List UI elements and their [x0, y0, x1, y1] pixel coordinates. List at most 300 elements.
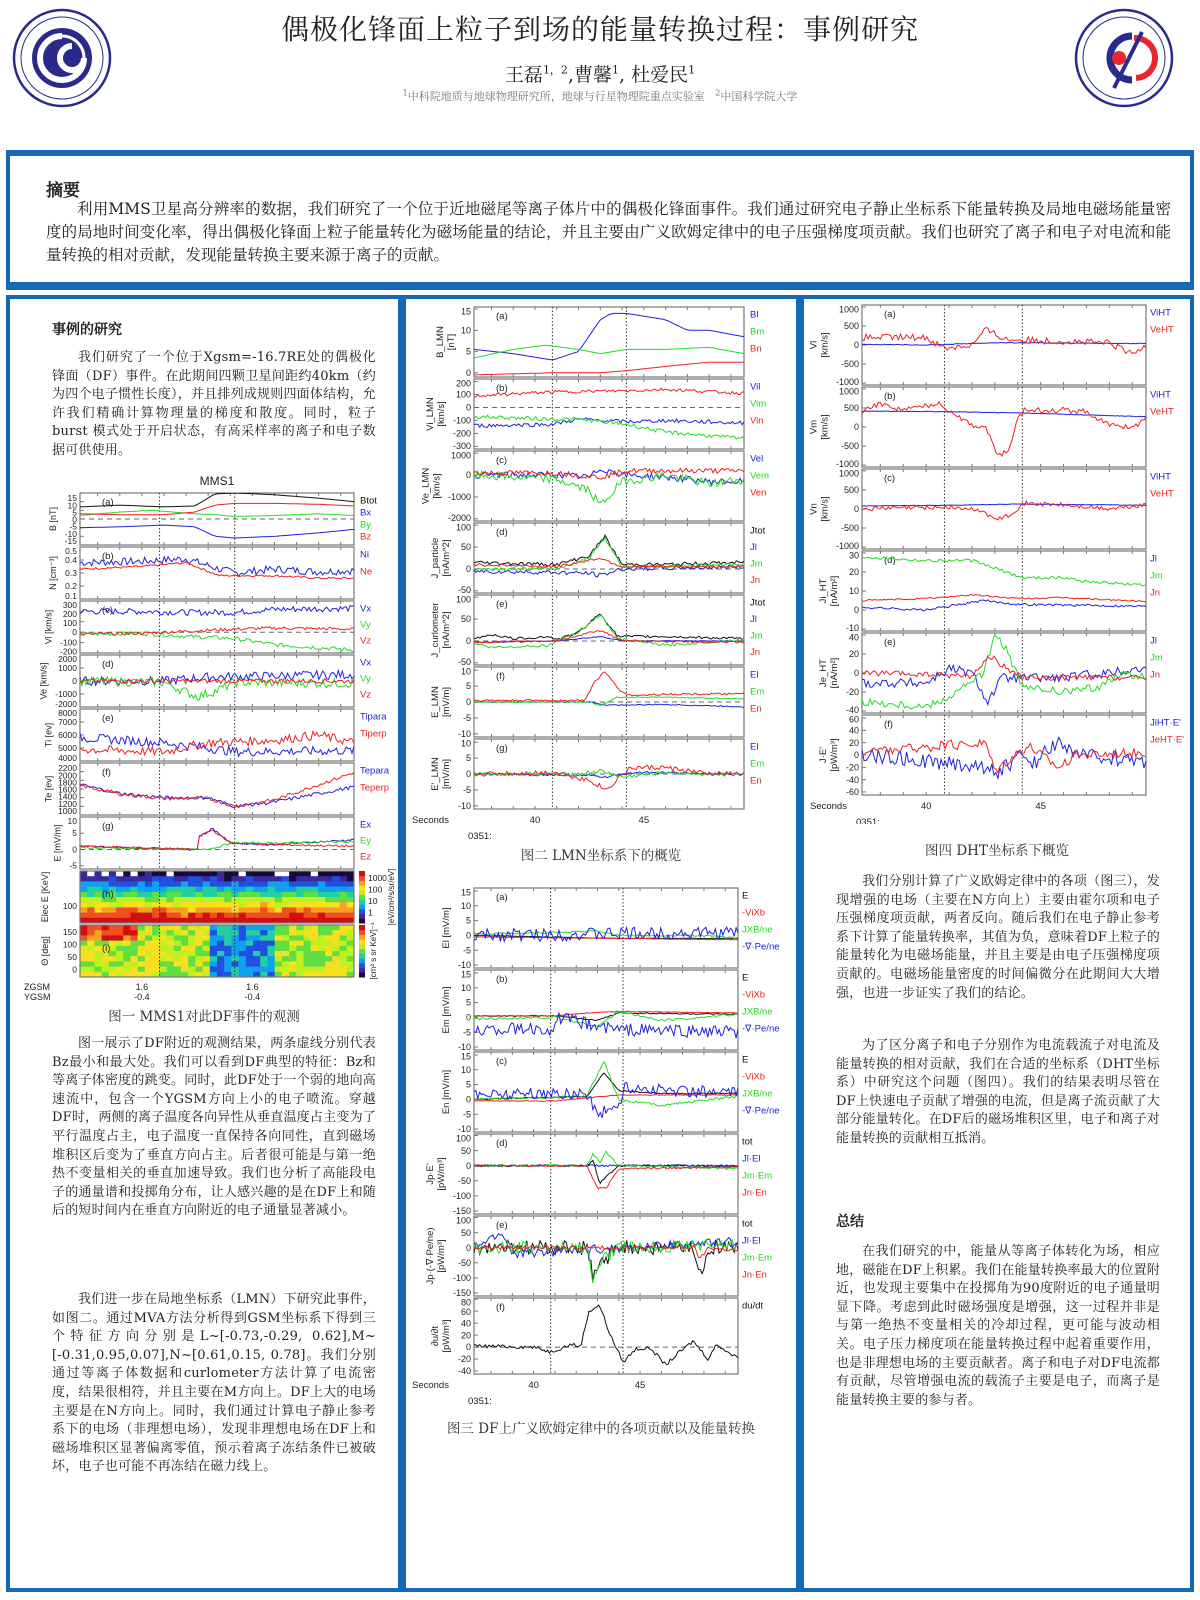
y-tick-label: 5 [72, 507, 77, 518]
spectrogram-cell [340, 897, 348, 903]
y-tick-label: 500 [843, 485, 859, 496]
panel-tag: (a) [496, 311, 508, 322]
spectrogram-cell [289, 897, 297, 903]
y-tick-label: 7000 [58, 717, 77, 728]
y-tick-label: 0 [465, 367, 471, 378]
y-axis-label: Te [ev] [43, 775, 54, 803]
spectrogram-cell [80, 961, 88, 967]
panel-tag: (c) [496, 455, 508, 466]
chart-panel [430, 595, 766, 667]
spectrogram-cell [217, 925, 225, 931]
spectrogram-cell [210, 961, 218, 967]
y-tick-label: 20 [848, 649, 859, 660]
y-axis-label: B [nT] [47, 506, 58, 532]
spectrogram-cell [116, 881, 124, 887]
spectrogram-cell [318, 956, 326, 962]
spectrogram-cell [188, 876, 196, 882]
spectrogram-cell [181, 951, 189, 957]
panel-tag: (b) [884, 391, 896, 402]
y-tick-label: 40 [460, 1318, 471, 1329]
legend-entry: Ey [360, 835, 372, 847]
legend-entry: Bn [750, 343, 762, 355]
legend-entry: JeHT·E' [1150, 734, 1185, 746]
legend-entry: By [360, 519, 372, 531]
spectrogram-cell [80, 951, 88, 957]
spectrogram-cell [80, 946, 88, 952]
spectrogram-cell [210, 897, 218, 903]
spectrogram-cell [224, 876, 232, 882]
panel-frame [862, 551, 1146, 631]
spectrogram-cell [130, 871, 138, 877]
spectrogram-cell [217, 961, 225, 967]
spectrogram-cell [80, 956, 88, 962]
y-tick-label: 0 [465, 930, 471, 941]
y-tick-label: -50 [457, 1257, 471, 1268]
spectrogram-cell [275, 887, 283, 893]
section-title: 事例的研究 [52, 322, 122, 338]
spectrogram-cell [275, 897, 283, 903]
legend-entry: Jl [750, 614, 757, 625]
ephemeris-value: 1.6 [135, 982, 149, 992]
spectrogram-cell [152, 907, 160, 913]
y-tick-label: 1000 [58, 663, 77, 674]
legend-entry: Jn [750, 647, 761, 658]
spectrogram-cell [246, 892, 254, 898]
spectrogram-cell [246, 930, 254, 936]
paragraph: 图一展示了DF附近的观测结果，两条虚线分别代表Bz最小和最大处。我们可以看到DF典型的特征：Bz和等离子体密度的跳变。同时，此DF处于一个弱的地向高速流中，包含一个YGSM方向上小的电子喷流。穿越DF时，两侧的离子温度各向异性从垂直温度占主变为了平行温度占主，电子温度一直保持各向同性，直到磁场堆积区后变为了垂直方向占主。后者很可能是与第一绝热不变量相关的垂直加速导致。我们也分析了高能段电子的通量谱和投掷角分布，让人感兴趣的是在DF上和随后的短时间内在垂直方向附近的电子通量显著减小。 [52, 1036, 376, 1219]
panel-tag: (f) [496, 1302, 505, 1313]
y-tick-label: 2000 [58, 654, 77, 665]
spectrogram-cell [289, 930, 297, 936]
spectrogram-cell [325, 902, 333, 908]
spectrogram-cell [174, 961, 182, 967]
spectrogram-cell [203, 951, 211, 957]
y-tick-label: 5 [465, 753, 471, 764]
spectrogram-cell [174, 907, 182, 913]
spectrogram-cell [94, 871, 102, 877]
panel-tag: (b) [102, 551, 114, 562]
author-name: 王磊 [504, 64, 543, 86]
spectrogram-cell [282, 925, 290, 931]
spectrogram-cell [239, 925, 247, 931]
y-tick-label: -1000 [835, 541, 859, 551]
spectrogram-cell [304, 961, 312, 967]
y-tick-label: 100 [62, 939, 77, 950]
spectrogram-cell [138, 876, 146, 882]
figure-4-dht-overview [804, 299, 1190, 824]
y-tick-label: -500 [840, 441, 859, 452]
spectrogram-cell [130, 907, 138, 913]
x-tick-label: 40 [529, 815, 541, 826]
spectrogram-cell [116, 892, 124, 898]
spectrogram-cell [195, 925, 203, 931]
spectrogram-cell [246, 897, 254, 903]
y-axis-label: Ve_LMN [420, 467, 432, 505]
spectrogram-cell [167, 935, 175, 941]
y-tick-label: 6000 [58, 729, 77, 740]
y-tick-label: 0 [465, 1012, 471, 1023]
spectrogram-cell [159, 907, 167, 913]
spectrogram-cell [94, 902, 102, 908]
panel-tag: (g) [102, 821, 114, 832]
spectrogram-cell [275, 902, 283, 908]
legend-entry: Ex [360, 819, 372, 831]
spectrogram-cell [332, 961, 340, 967]
spectrogram-cell [217, 907, 225, 913]
spectrogram-cell [231, 871, 239, 877]
spectrogram-cell [188, 925, 196, 931]
spectrogram-cell [282, 946, 290, 952]
panel-tag: (e) [496, 599, 508, 610]
panel-tag: (c) [496, 1056, 508, 1067]
spectrogram-cell [87, 951, 95, 957]
panel-tag: (f) [102, 767, 111, 778]
spectrogram-cell [325, 871, 333, 877]
spectrogram-cell [203, 892, 211, 898]
affil-text: 中国科学院大学 [720, 90, 798, 103]
spectrogram-cell [340, 935, 348, 941]
spectrogram-cell [239, 935, 247, 941]
spectrogram-cell [167, 946, 175, 952]
colorbar-cell [359, 944, 365, 949]
spectrogram-cell [203, 902, 211, 908]
spectrogram-cell [174, 941, 182, 947]
spectrogram-cell [267, 951, 275, 957]
spectrogram-cell [188, 941, 196, 947]
y-tick-label: 4000 [58, 753, 77, 763]
spectrogram-cell [253, 956, 261, 962]
colorbar-cell [359, 968, 365, 973]
spectrogram-cell [188, 967, 196, 973]
spectrogram-cell [138, 967, 146, 973]
spectrogram-cell [181, 887, 189, 893]
spectrogram-cell [267, 930, 275, 936]
y-tick-label: 0 [853, 504, 859, 515]
chart-panel [808, 305, 1174, 387]
spectrogram-cell [267, 935, 275, 941]
spectrogram-cell [152, 930, 160, 936]
spectrogram-cell [87, 902, 95, 908]
panel-tag: (c) [102, 605, 114, 616]
y-tick-label: -10 [64, 528, 77, 539]
spectrogram-cell [347, 930, 355, 936]
spectrogram-cell [159, 897, 167, 903]
spectrogram-cell [116, 956, 124, 962]
y-tick-label: 0 [465, 769, 471, 780]
spectrogram-cell [203, 956, 211, 962]
spectrogram-cell [188, 946, 196, 952]
spectrogram-cell [318, 967, 326, 973]
spectrogram-cell [311, 930, 319, 936]
colorbar-cell [359, 914, 365, 919]
spectrogram-cell [87, 925, 95, 931]
spectrogram-cell [210, 907, 218, 913]
spectrogram-cell [87, 907, 95, 913]
spectrogram-cell [145, 871, 153, 877]
spectrogram-cell [102, 871, 110, 877]
spectrogram-cell [347, 902, 355, 908]
spectrogram-cell [181, 956, 189, 962]
chart-panel [430, 1298, 763, 1376]
spectrogram-cell [304, 946, 312, 952]
spectrogram-cell [138, 892, 146, 898]
spectrogram-cell [80, 925, 88, 931]
spectrogram-cell [224, 935, 232, 941]
y-tick-label: -10 [457, 1042, 471, 1052]
spectrogram-cell [145, 961, 153, 967]
spectrogram-cell [260, 902, 268, 908]
y-tick-label: -1000 [447, 492, 471, 503]
panel-frame [474, 1134, 738, 1214]
spectrogram-cell [109, 913, 117, 919]
spectrogram-cell [318, 871, 326, 877]
legend-entry: Jn·En [742, 1269, 767, 1281]
spectrogram-cell [116, 925, 124, 931]
spectrogram-cell [282, 902, 290, 908]
spectrogram-cell [296, 961, 304, 967]
spectrogram-cell [181, 925, 189, 931]
panel-tag: (b) [496, 383, 508, 394]
y-axis-label: E_LMN [430, 686, 442, 718]
spectrogram-cell [231, 956, 239, 962]
colorbar-cell [359, 953, 365, 958]
spectrogram-cell [224, 967, 232, 973]
spectrogram-cell [123, 951, 131, 957]
spectrogram-cell [239, 881, 247, 887]
spectrogram-cell [102, 935, 110, 941]
legend-entry: Tepara [360, 765, 390, 777]
legend-entry: JXB/ne [742, 924, 773, 936]
chart-panel [435, 307, 764, 378]
figure-2-caption: 图二 LMN坐标系下的概览 [520, 848, 682, 864]
spectrogram-cell [109, 925, 117, 931]
y-axis-label: [km/s] [431, 473, 443, 499]
spectrogram-cell [152, 876, 160, 882]
y-axis-label: [km/s] [819, 414, 831, 440]
spectrogram-cell [203, 907, 211, 913]
spectrogram-cell [167, 871, 175, 877]
spectrogram-cell [304, 967, 312, 973]
y-tick-label: 0 [465, 470, 471, 481]
legend-entry: El [750, 669, 759, 681]
y-axis-label: Ti [ev] [43, 722, 54, 748]
spectrogram-cell [282, 881, 290, 887]
y-tick-label: 20 [460, 1330, 471, 1341]
y-axis-label: E [mV/m] [52, 824, 63, 862]
spectrogram-cell [267, 892, 275, 898]
spectrogram-cell [80, 930, 88, 936]
spectrogram-cell [217, 951, 225, 957]
spectrogram-cell [174, 967, 182, 973]
spectrogram-cell [174, 881, 182, 887]
spectrogram-cell [340, 961, 348, 967]
spectrogram-cell [332, 897, 340, 903]
y-axis-label: Ji_HT [818, 578, 830, 604]
spectrogram-cell [246, 876, 254, 882]
colorbar-label: [eV/cm²/s/sr/eV] [387, 868, 396, 926]
legend-entry: JXB/ne [742, 1088, 773, 1100]
chart-panel [425, 1216, 772, 1298]
spectrogram-cell [130, 967, 138, 973]
spectrogram-cell [116, 946, 124, 952]
spectrogram-cell [347, 892, 355, 898]
spectrogram-cell [332, 887, 340, 893]
spectrogram-cell [217, 871, 225, 877]
y-tick-label: 30 [848, 550, 859, 561]
spectrogram-cell [231, 951, 239, 957]
spectrogram-cell [253, 871, 261, 877]
legend-entry: Jl [1150, 553, 1157, 565]
chart-panel [43, 600, 371, 656]
spectrogram-cell [340, 881, 348, 887]
spectrogram-cell [152, 897, 160, 903]
spectrogram-cell [102, 913, 110, 919]
y-tick-label: 0 [853, 668, 859, 679]
panel-tag: (h) [102, 889, 114, 900]
y-axis-label: Je_HT [818, 659, 830, 687]
spectrogram-cell [231, 887, 239, 893]
spectrogram-cell [181, 892, 189, 898]
column-results [800, 295, 1194, 1592]
y-tick-label: 60 [848, 714, 859, 725]
spectrogram-cell [246, 956, 254, 962]
column-figures [402, 295, 800, 1592]
spectrogram-cell [318, 925, 326, 931]
spectrogram-cell [159, 946, 167, 952]
spectrogram-cell [347, 956, 355, 962]
spectrogram-cell [123, 907, 131, 913]
y-axis-label: [pW/m³] [436, 1239, 448, 1273]
spectrogram-cell [311, 881, 319, 887]
spectrogram-cell [224, 925, 232, 931]
spectrogram-cell [347, 871, 355, 877]
legend-entry: Bm [750, 326, 765, 338]
y-axis-label: [mV/m] [441, 758, 453, 790]
spectrogram-cell [267, 941, 275, 947]
spectrogram-cell [275, 892, 283, 898]
y-axis-label: Vl [808, 340, 820, 350]
spectrogram-cell [282, 907, 290, 913]
spectrogram-cell [304, 897, 312, 903]
spectrogram-cell [167, 930, 175, 936]
colorbar-tick: 1000 [368, 873, 387, 883]
y-axis-label: Vi_LMN [425, 397, 437, 431]
colorbar-cell [359, 972, 365, 977]
chart-panel [39, 654, 372, 709]
spectrogram-cell [152, 935, 160, 941]
spectrogram-cell [102, 967, 110, 973]
spectrogram-cell [246, 925, 254, 931]
spectrogram-cell [253, 946, 261, 952]
spectrogram-cell [304, 925, 312, 931]
spectrogram-cell [267, 946, 275, 952]
spectrogram-cell [231, 961, 239, 967]
spectrogram-cell [304, 930, 312, 936]
colorbar-cell [359, 899, 365, 904]
spectrogram-cell [80, 935, 88, 941]
colorbar-cell [359, 871, 365, 876]
spectrogram-cell [109, 967, 117, 973]
legend-entry: Vy [360, 619, 371, 631]
y-tick-label: -1000 [835, 459, 859, 469]
chart-panel [818, 551, 1163, 633]
spectrogram-cell [130, 887, 138, 893]
chart-panel [53, 816, 372, 871]
panel-tag: (d) [884, 555, 896, 566]
spectrogram-cell [267, 913, 275, 919]
legend-entry: Jl [1150, 635, 1157, 647]
spectrogram-cell [318, 907, 326, 913]
y-axis-label: [km/s] [819, 332, 831, 358]
y-axis-label: Ve [km/s] [38, 662, 49, 700]
panel-tag: (a) [884, 309, 896, 320]
spectrogram-cell [116, 902, 124, 908]
spectrogram-cell [87, 935, 95, 941]
author-sup: 1，2 [542, 63, 568, 77]
spectrogram-cell [188, 907, 196, 913]
spectrogram-cell [332, 881, 340, 887]
spectrogram-cell [167, 925, 175, 931]
y-tick-label: 0 [465, 1160, 471, 1171]
spectrogram-cell [203, 935, 211, 941]
y-tick-label: 0 [72, 964, 77, 975]
spectrogram-cell [239, 930, 247, 936]
author-sup: 1 [688, 63, 696, 77]
spectrogram-cell [167, 961, 175, 967]
y-tick-label: 100 [455, 594, 471, 605]
legend-entry: Ven [750, 487, 767, 499]
spectrogram-cell [340, 902, 348, 908]
spectrogram-cell [80, 887, 88, 893]
spectrogram-cell [195, 941, 203, 947]
spectrogram-cell [267, 876, 275, 882]
spectrogram-cell [130, 892, 138, 898]
legend-entry: Jtot [750, 597, 766, 609]
spectrogram-cell [239, 871, 247, 877]
spectrogram-cell [340, 925, 348, 931]
legend-entry: Btot [360, 495, 377, 507]
affil-sup: 2 [715, 88, 721, 98]
y-tick-label: 5 [465, 915, 471, 926]
spectrogram-cell [224, 881, 232, 887]
spectrogram-cell [123, 935, 131, 941]
spectrogram-cell [231, 946, 239, 952]
spectrogram-cell [246, 902, 254, 908]
spectrogram-cell [174, 897, 182, 903]
chart-panel [441, 970, 779, 1052]
y-tick-label: 20 [848, 567, 859, 578]
spectrogram-cell [340, 871, 348, 877]
spectrogram-cell [138, 935, 146, 941]
spectrogram-cell [260, 941, 268, 947]
panel-frame [80, 763, 354, 815]
colorbar-cell [359, 876, 365, 881]
spectrogram-cell [260, 887, 268, 893]
abstract-text: 利用MMS卫星高分辨率的数据，我们研究了一个位于近地磁尾等离子体片中的偶极化锋面事件。我们通过研究电子静止坐标系下能量转换及局地电磁场能量密度的局地时间变化率，得出偶极化锋面上粒子能量转化为磁场能量的结论，并且主要由广义欧姆定律中的电子压强梯度项贡献。我们也研究了离子和电子对电流和能量转换的相对贡献，发现能量转换主要来源于离子的贡献。 [46, 200, 1171, 264]
spectrogram-cell [130, 935, 138, 941]
spectrogram-cell [253, 881, 261, 887]
spectrogram-cell [260, 935, 268, 941]
panel-tag: (a) [496, 892, 508, 903]
y-tick-label: 1000 [838, 386, 859, 397]
paragraph: 我们进一步在局地坐标系（LMN）下研究此事件，如图二。通过MVA方法分析得到GSM坐标系下得到三个特征方向分别是L~[-0.73,-0.29, 0.62],M~[-0.31,0.95,0.07],N~[0.61,0.15, 0.78]。我们分别通过等离子体数据和curlometer方法计算了电流密度，结果很相符，并且主要在M方向上。DF上大的电场主要是在N方向上。同时，我们通过计算电子静止参考系下的电场（非理想电场），发现非理想电场在DF上和磁场堆积区显著偏离零值，预示着离子冻结条件已被破坏，电子也可能不再冻结在磁力线上。 [52, 1292, 376, 1475]
spectrogram-cell [289, 887, 297, 893]
spectrogram-cell [239, 902, 247, 908]
spectrogram-cell [340, 930, 348, 936]
y-tick-label: 15 [460, 306, 471, 317]
spectrogram-cell [94, 925, 102, 931]
spectrogram-cell [224, 871, 232, 877]
